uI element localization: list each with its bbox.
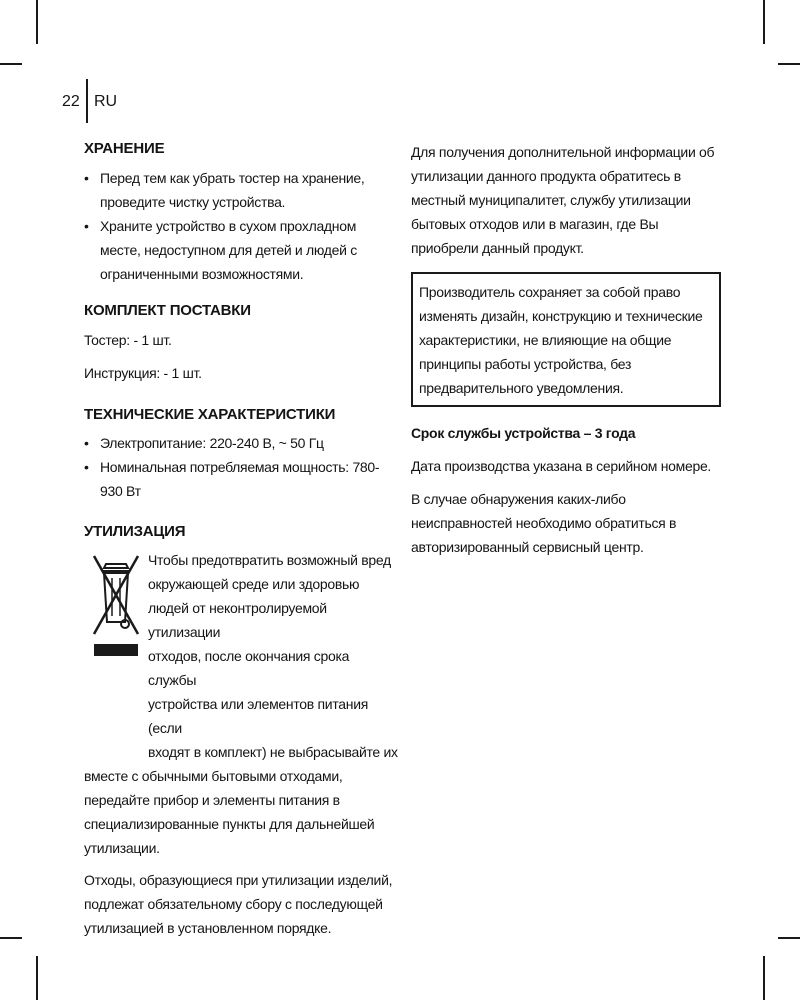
package-heading: КОМПЛЕКТ ПОСТАВКИ — [84, 302, 251, 319]
list-item: • Храните устройство в сухом прохладном месте, недоступном для детей и людей с ограниченными возможностями. — [84, 218, 357, 282]
malfunction-paragraph: В случае обнаружения каких-либо неисправностей необходимо обратиться в авторизированный сервисный центр. — [411, 491, 677, 555]
disposal-block — [84, 548, 400, 764]
list-item: • Перед тем как убрать тостер на хранение, проведите чистку устройства. — [84, 170, 365, 210]
crop-mark-bottom-left-h — [0, 937, 22, 939]
right-column — [411, 140, 721, 559]
language-label: RU — [94, 93, 118, 110]
crop-mark-top-right — [763, 0, 765, 44]
manufacturer-notice-text: Производитель сохраняет за собой право изменять дизайн, конструкцию и технические характеристики, не влияющие на общие принципы работы устройства, без предварительного уведомления. — [419, 284, 703, 396]
crossed-out-wheelie-bin-icon — [92, 554, 140, 664]
crop-mark-top-left-h — [0, 63, 22, 65]
specs-heading: ТЕХНИЧЕСКИЕ ХАРАКТЕРИСТИКИ — [84, 406, 336, 423]
service-life: Срок службы устройства – 3 года — [411, 425, 636, 441]
page-number: 22 — [62, 93, 80, 110]
left-column — [84, 140, 400, 940]
disposal-info-paragraph: Для получения дополнительной информации об утилизации данного продукта обратитесь в местный муниципалитет, службу утилизации бытовых отходов или в магазин, где Вы приобрели данный продукт. — [411, 144, 715, 256]
list-item: • Номинальная потребляемая мощность: 780-930 Вт — [84, 459, 380, 499]
specs-list — [84, 431, 400, 503]
crop-mark-bottom-right-h — [778, 937, 800, 939]
crop-mark-top-left — [36, 0, 38, 44]
storage-heading: ХРАНЕНИЕ — [84, 140, 165, 157]
crop-mark-bottom-right — [763, 956, 765, 1000]
page-number-divider — [86, 79, 88, 123]
disposal-paragraph-2: Отходы, образующиеся при утилизации изделий, подлежат обязательному сбору с последующей утилизацией в установленном порядке. — [84, 872, 393, 936]
storage-list — [84, 166, 400, 286]
production-date: Дата производства указана в серийном номере. — [411, 458, 712, 474]
crop-mark-bottom-left — [36, 956, 38, 1000]
disposal-paragraph-wrapped: Чтобы предотвратить возможный вред окружающей среде или здоровью людей от неконтролируемой утилизации отходов, после окончания срока службы устройства или элементов питания (если входят в комплект) не выбрасывайте их — [148, 552, 398, 760]
list-item: • Электропитание: 220-240 В, ~ 50 Гц — [84, 435, 324, 451]
disposal-paragraph-continued: вместе с обычными бытовыми отходами, передайте прибор и элементы питания в специализированные пункты для дальнейшей утилизации. — [84, 768, 375, 856]
disposal-heading: УТИЛИЗАЦИЯ — [84, 523, 186, 540]
package-toaster: Тостер: - 1 шт. — [84, 332, 172, 348]
manufacturer-notice-box — [411, 272, 721, 407]
crop-mark-top-right-h — [778, 63, 800, 65]
package-manual: Инструкция: - 1 шт. — [84, 365, 202, 381]
